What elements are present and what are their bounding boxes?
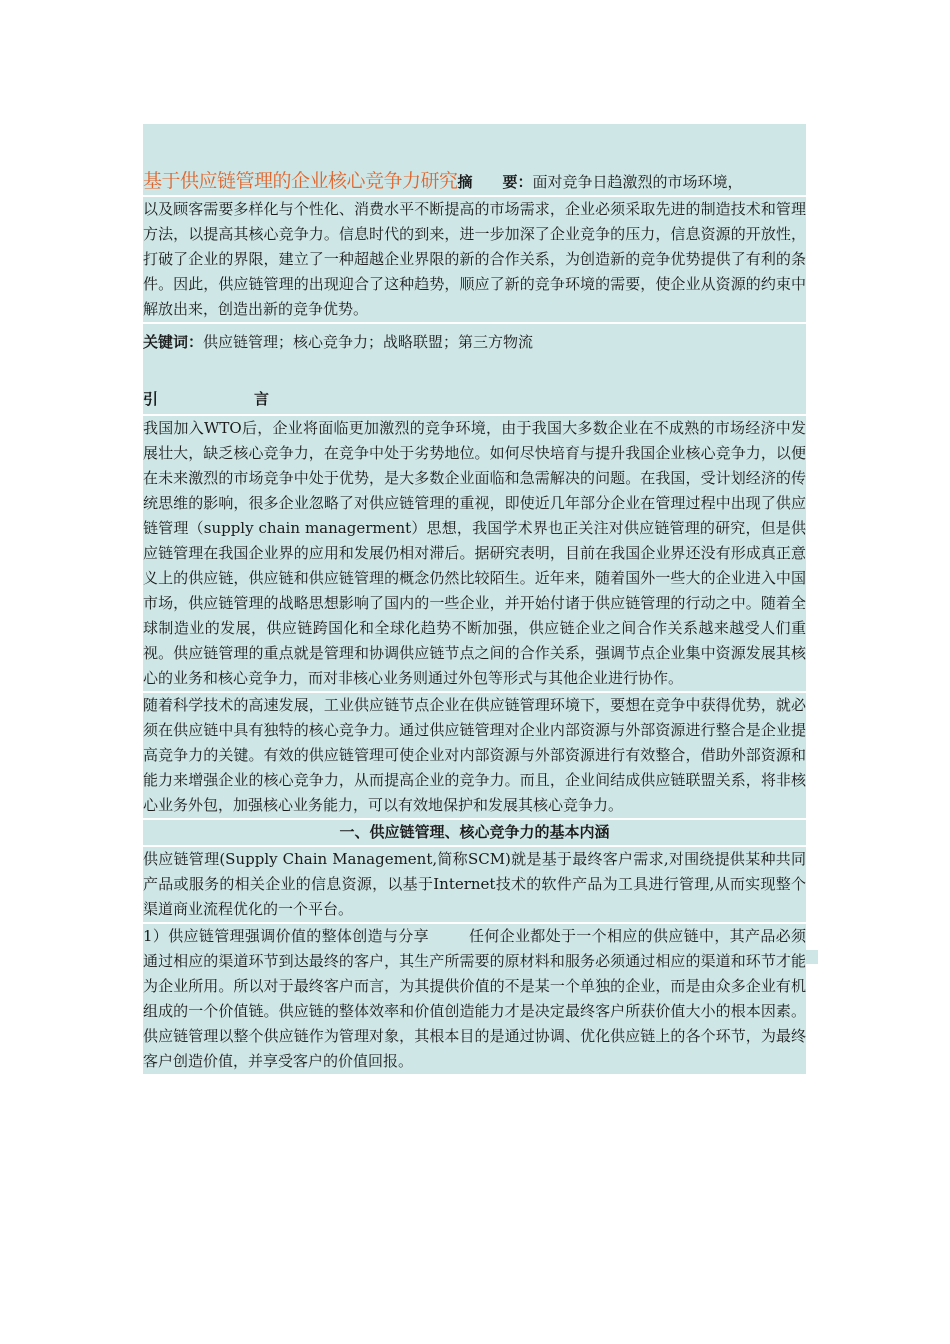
intro-paragraph-1: 我国加入WTO后，企业将面临更加激烈的竞争环境，由于我国大多数企业在不成熟的市场经济中发展壮大，缺乏核心竞争力，在竞争中处于劣势地位。如何尽快培育与提升我国企业核心竞争力，以便在未来激烈的市场竞争中处于优势，是大多数企业面临和急需解决的问题。在我国，受计划经济的传统思维的影响，很多企业忽略了对供应链管理的重视，即使近几年部分企业在管理过程中出现了供应链管理（supply chain managerment）思想，我国学术界也正关注对供应链管理的研究，但是供应链管理在我国企业界的应用和发展仍相对滞后。据研究表明，目前在我国企业界还没有形成真正意义上的供应链，供应链和供应链管理的概念仍然比较陌生。近年来，随着国外一些大的企业进入中国市场，供应链管理的战略思想影响了国内的一些企业，并开始付诸于供应链管理的行动之中。随着全球制造业的发展，供应链跨国化和全球化趋势不断加强，供应链企业之间合作关系越来越受人们重视。供应链管理的重点就是管理和协调供应链节点之间的合作关系，强调节点企业集中资源发展其核心的业务和核心竞争力，而对非核心业务则通过外包等形式与其他企业进行协作。: [143, 414, 806, 691]
abstract-text: 以及顾客需要多样化与个性化、消费水平不断提高的市场需求，企业必须采取先进的制造技术和管理方法，以提高其核心竞争力。信息时代的到来，进一步加深了企业竞争的压力，信息资源的开放性，打破了企业的界限，建立了一种超越企业界限的新的合作关系，为创造新的竞争优势提供了有利的条件。因此，供应链管理的出现迎合了这种趋势，顺应了新的竞争环境的需要，使企业从资源的约束中解放出来，创造出新的竞争优势。: [143, 195, 806, 322]
point-1-body: 任何企业都处于一个相应的供应链中，其产品必须通过相应的渠道环节到达最终的客户，其生产所需要的原材料和服务必须通过相应的渠道和环节才能为企业所用。所以对于最终客户而言，为其提供价值的不是某一个单独的企业，而是由众多企业有机组成的一个价值链。供应链的整体效率和价值创造能力才是决定最终客户所获价值大小的根本因素。供应链管理以整个供应链作为管理对象，其根本目的是通过协调、优化供应链上的各个环节，为最终客户创造价值，并享受客户的价值回报。: [143, 927, 806, 1070]
document-title: 基于供应链管理的企业核心竞争力研究: [143, 170, 458, 192]
intro-paragraph-2: 随着科学技术的高速发展，工业供应链节点企业在供应链管理环境下，要想在竞争中获得优势，就必须在供应链中具有独特的核心竞争力。通过供应链管理对企业内部资源与外部资源进行整合是企业提高竞争力的关键。有效的供应链管理可使企业对内部资源与外部资源进行有效整合，借助外部资源和能力来增强企业的核心竞争力，从而提高企业的竞争力。而且，企业间结成供应链联盟关系，将非核心业务外包，加强核心业务能力，可以有效地保护和发展其核心竞争力。: [143, 691, 806, 818]
intro-heading: [143, 385, 806, 414]
margin-marker: [806, 950, 818, 964]
intro-heading-char-2: 言: [254, 390, 270, 408]
abstract-first-line: 面对竞争日趋激烈的市场环境，: [532, 173, 743, 191]
section-1-heading: 一、供应链管理、核心竞争力的基本内涵: [143, 818, 806, 845]
point-1-title: 1）供应链管理强调价值的整体创造与分享: [143, 927, 429, 945]
abstract-label: 摘 要：: [457, 173, 533, 191]
point-1-paragraph: [143, 922, 806, 1074]
keywords-text: 供应链管理；核心竞争力；战略联盟；第三方物流: [203, 333, 534, 351]
keywords-line: [143, 322, 806, 385]
section-1-paragraph: 供应链管理(Supply Chain Management,简称SCM)就是基于最终客户需求,对围绕提供某种共同产品或服务的相关企业的信息资源，以基于Internet技术的软件产品为工具进行管理,从而实现整个渠道商业流程优化的一个平台。: [143, 845, 806, 922]
title-abstract-paragraph: [143, 124, 806, 195]
keywords-label: 关键词：: [143, 333, 204, 351]
intro-heading-char-1: 引: [143, 390, 159, 408]
document-body: [143, 124, 806, 1074]
